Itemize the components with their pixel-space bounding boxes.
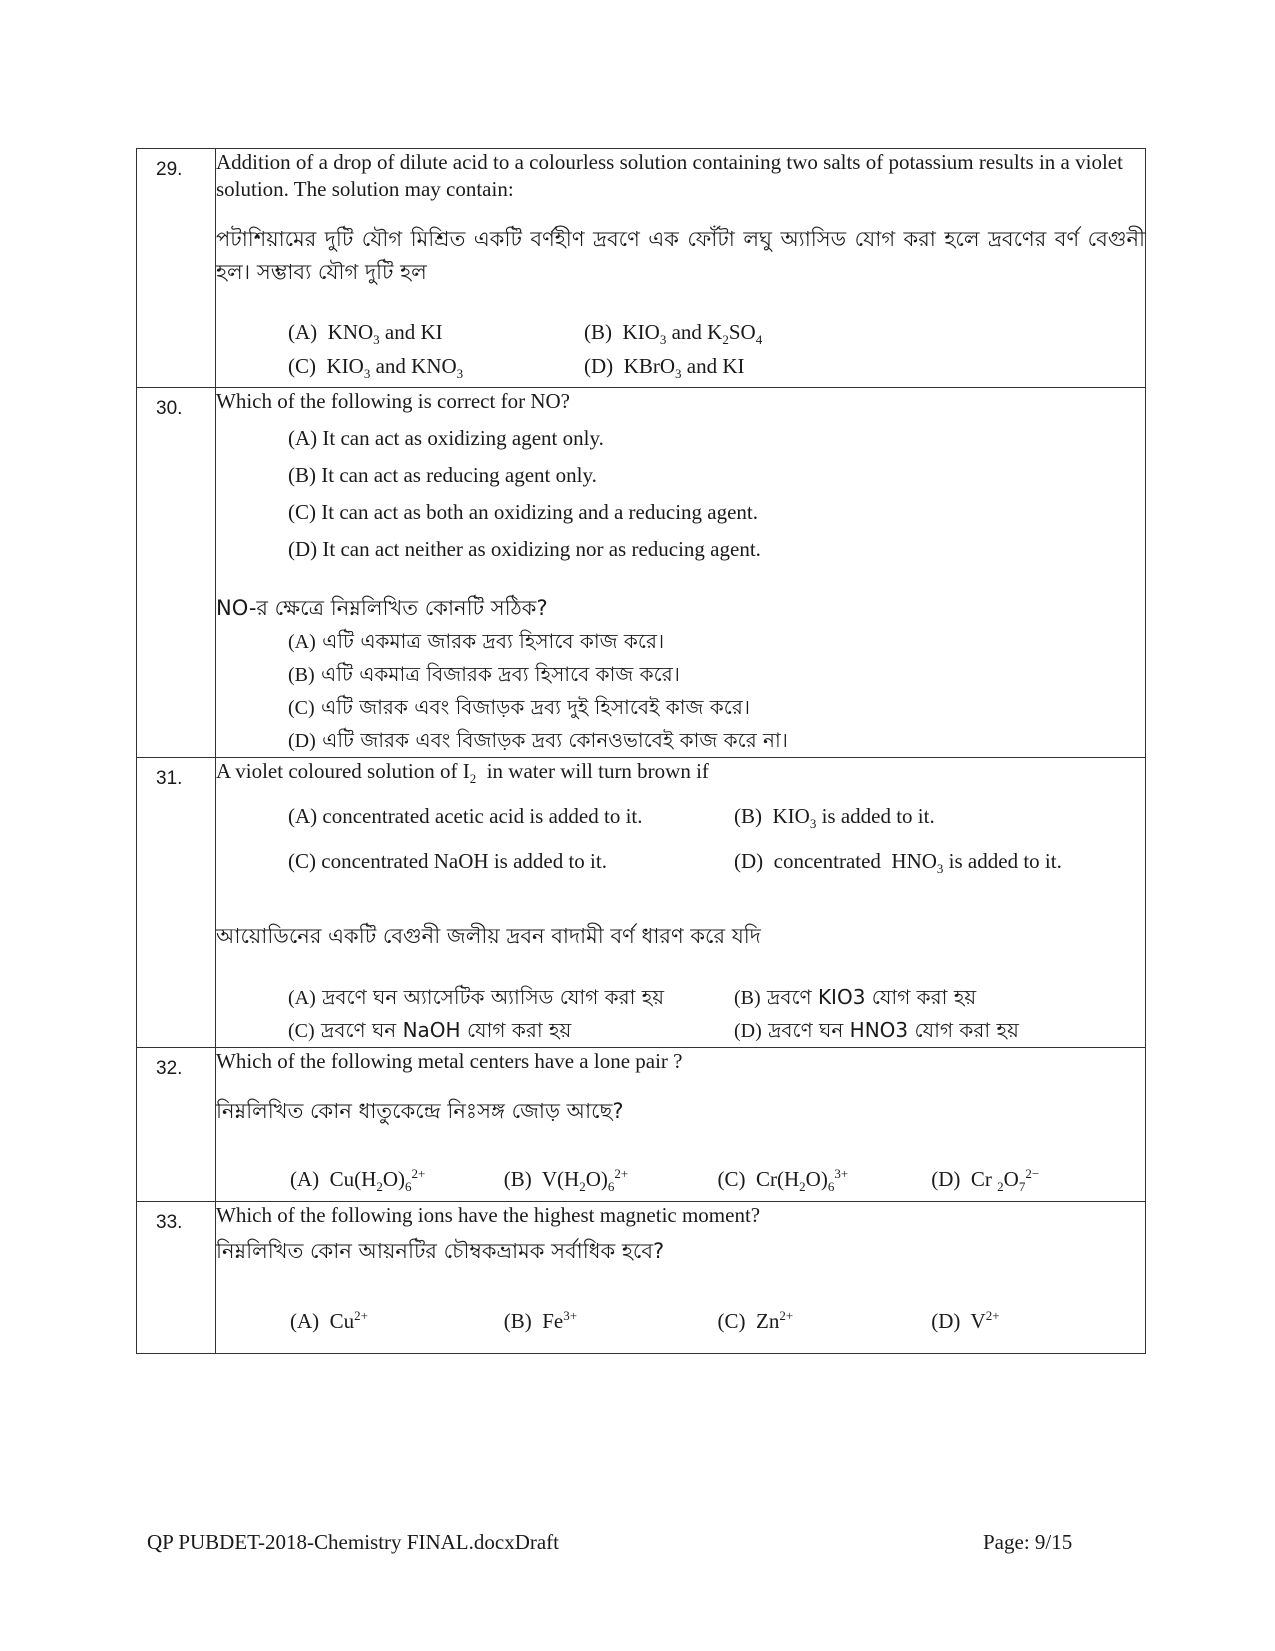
question-text-bn: নিম্নলিখিত কোন আয়নটির চৌম্বকভ্রামক সর্বাধিক হবে? [216, 1239, 665, 1264]
option-c: (C) It can act as both an oxidizing and a reducing agent. [288, 500, 758, 525]
option-a: (A) $Cu(H_2O)_6^{2+}$ [290, 1165, 426, 1195]
option-a: (A) $KNO_3$ and KI [288, 320, 443, 348]
question-row-31 [137, 758, 1146, 1048]
question-row-32 [137, 1047, 1146, 1201]
question-number: 29. [156, 159, 183, 180]
question-number: 30. [156, 398, 183, 420]
option-d: (D) $V^{2+}$ [931, 1308, 1000, 1334]
question-text-en: Which of the following metal centers have a lone pair ? [216, 1048, 683, 1073]
question-table [136, 148, 1146, 1354]
option-d: (D) Cr $_2O_7^{2-}$ [931, 1165, 1040, 1195]
option-a: (A) It can act as oxidizing agent only. [288, 426, 604, 451]
option-bn-c: (C) এটি জারক এবং বিজাড়ক দ্রব্য দুই হিসাবেই কাজ করে। [288, 695, 750, 720]
option-bn-a: (A) এটি একমাত্র জারক দ্রব্য হিসাবে কাজ করে। [288, 629, 665, 654]
option-c: (C) concentrated NaOH is added to it. [288, 848, 607, 873]
option-c: (C) $KIO_3$ and $KNO_3$ [288, 354, 464, 382]
question-number: 33. [156, 1212, 183, 1234]
option-d: (D) It can act neither as oxidizing nor as reducing agent. [288, 537, 761, 562]
footer-filename: QP PUBDET-2018-Chemistry FINAL.docxDraft [147, 1530, 560, 1554]
option-c: (C) $Cr(H_2O)_6^{3+}$ [717, 1165, 849, 1195]
question-number: 32. [156, 1057, 183, 1079]
question-text-bn: আয়োডিনের একটি বেগুনী জলীয় দ্রবন বাদামী বর্ণ ধারণ করে যদি [216, 923, 761, 948]
option-bn-b: (B) দ্রবণে KIO3 যোগ করা হয় [734, 984, 977, 1009]
option-b: (B) $V(H_2O)_6^{2+}$ [503, 1165, 629, 1195]
option-a: (A) $Cu^{2+}$ [290, 1308, 369, 1334]
footer-page-number: Page: 9/15 [983, 1530, 1073, 1554]
option-bn-d: (D) দ্রবণে ঘন HNO3 যোগ করা হয় [734, 1017, 1019, 1042]
question-text-en: Which of the following is correct for NO? [216, 389, 570, 414]
option-c: (C) $Zn^{2+}$ [717, 1308, 794, 1334]
question-row-33 [137, 1202, 1146, 1354]
option-bn-b: (B) এটি একমাত্র বিজারক দ্রব্য হিসাবে কাজ করে। [288, 662, 680, 687]
question-sheet [136, 148, 1146, 1354]
option-b: (B) It can act as reducing agent only. [288, 463, 597, 488]
option-b: (B) $KIO_3$ is added to it. [734, 803, 935, 831]
option-a: (A) concentrated acetic acid is added to it. [288, 803, 643, 828]
option-d: (D) KBrO$_3$ and KI [584, 354, 745, 382]
question-text-en: Addition of a drop of dilute acid to a colourless solution containing two salts of potassium results in a violet solution. The solution may contain: [216, 150, 1123, 201]
option-b: (B) $Fe^{3+}$ [503, 1308, 578, 1334]
option-bn-d: (D) এটি জারক এবং বিজাড়ক দ্রব্য কোনওভাবেই কাজ করে না। [288, 728, 788, 753]
question-text-bn: NO-র ক্ষেত্রে নিম্নলিখিত কোনটি সঠিক? [216, 596, 548, 621]
option-bn-a: (A) দ্রবণে ঘন অ্যাসেটিক অ্যাসিড যোগ করা হয় [288, 984, 665, 1009]
question-text-bn: নিম্নলিখিত কোন ধাতুকেন্দ্রে নিঃসঙ্গ জোড় আছে? [216, 1098, 624, 1123]
option-b: (B) $KIO_3$ and $K_2SO_4$ [584, 320, 763, 348]
option-d: (D) concentrated $HNO_3$ is added to it. [734, 848, 1062, 876]
question-text-bn: পটাশিয়ামের দুটি যৌগ মিশ্রিত একটি বর্ণহীণ দ্রবণে এক ফোঁটা লঘু অ্যাসিড যোগ করা হলে দ্রবণের বর্ণ বেগুনী হল। সম্ভাব্য যৌগ দুটি হল [216, 227, 1145, 284]
question-text-en: Which of the following ions have the highest magnetic moment? [216, 1203, 761, 1228]
question-row-30 [137, 388, 1146, 758]
question-number: 31. [156, 768, 183, 790]
question-text-en: A violet coloured solution of $I_2$ in water will turn brown if [216, 759, 709, 787]
question-row-29 [137, 149, 1146, 388]
option-bn-c: (C) দ্রবণে ঘন NaOH যোগ করা হয় [288, 1017, 572, 1042]
